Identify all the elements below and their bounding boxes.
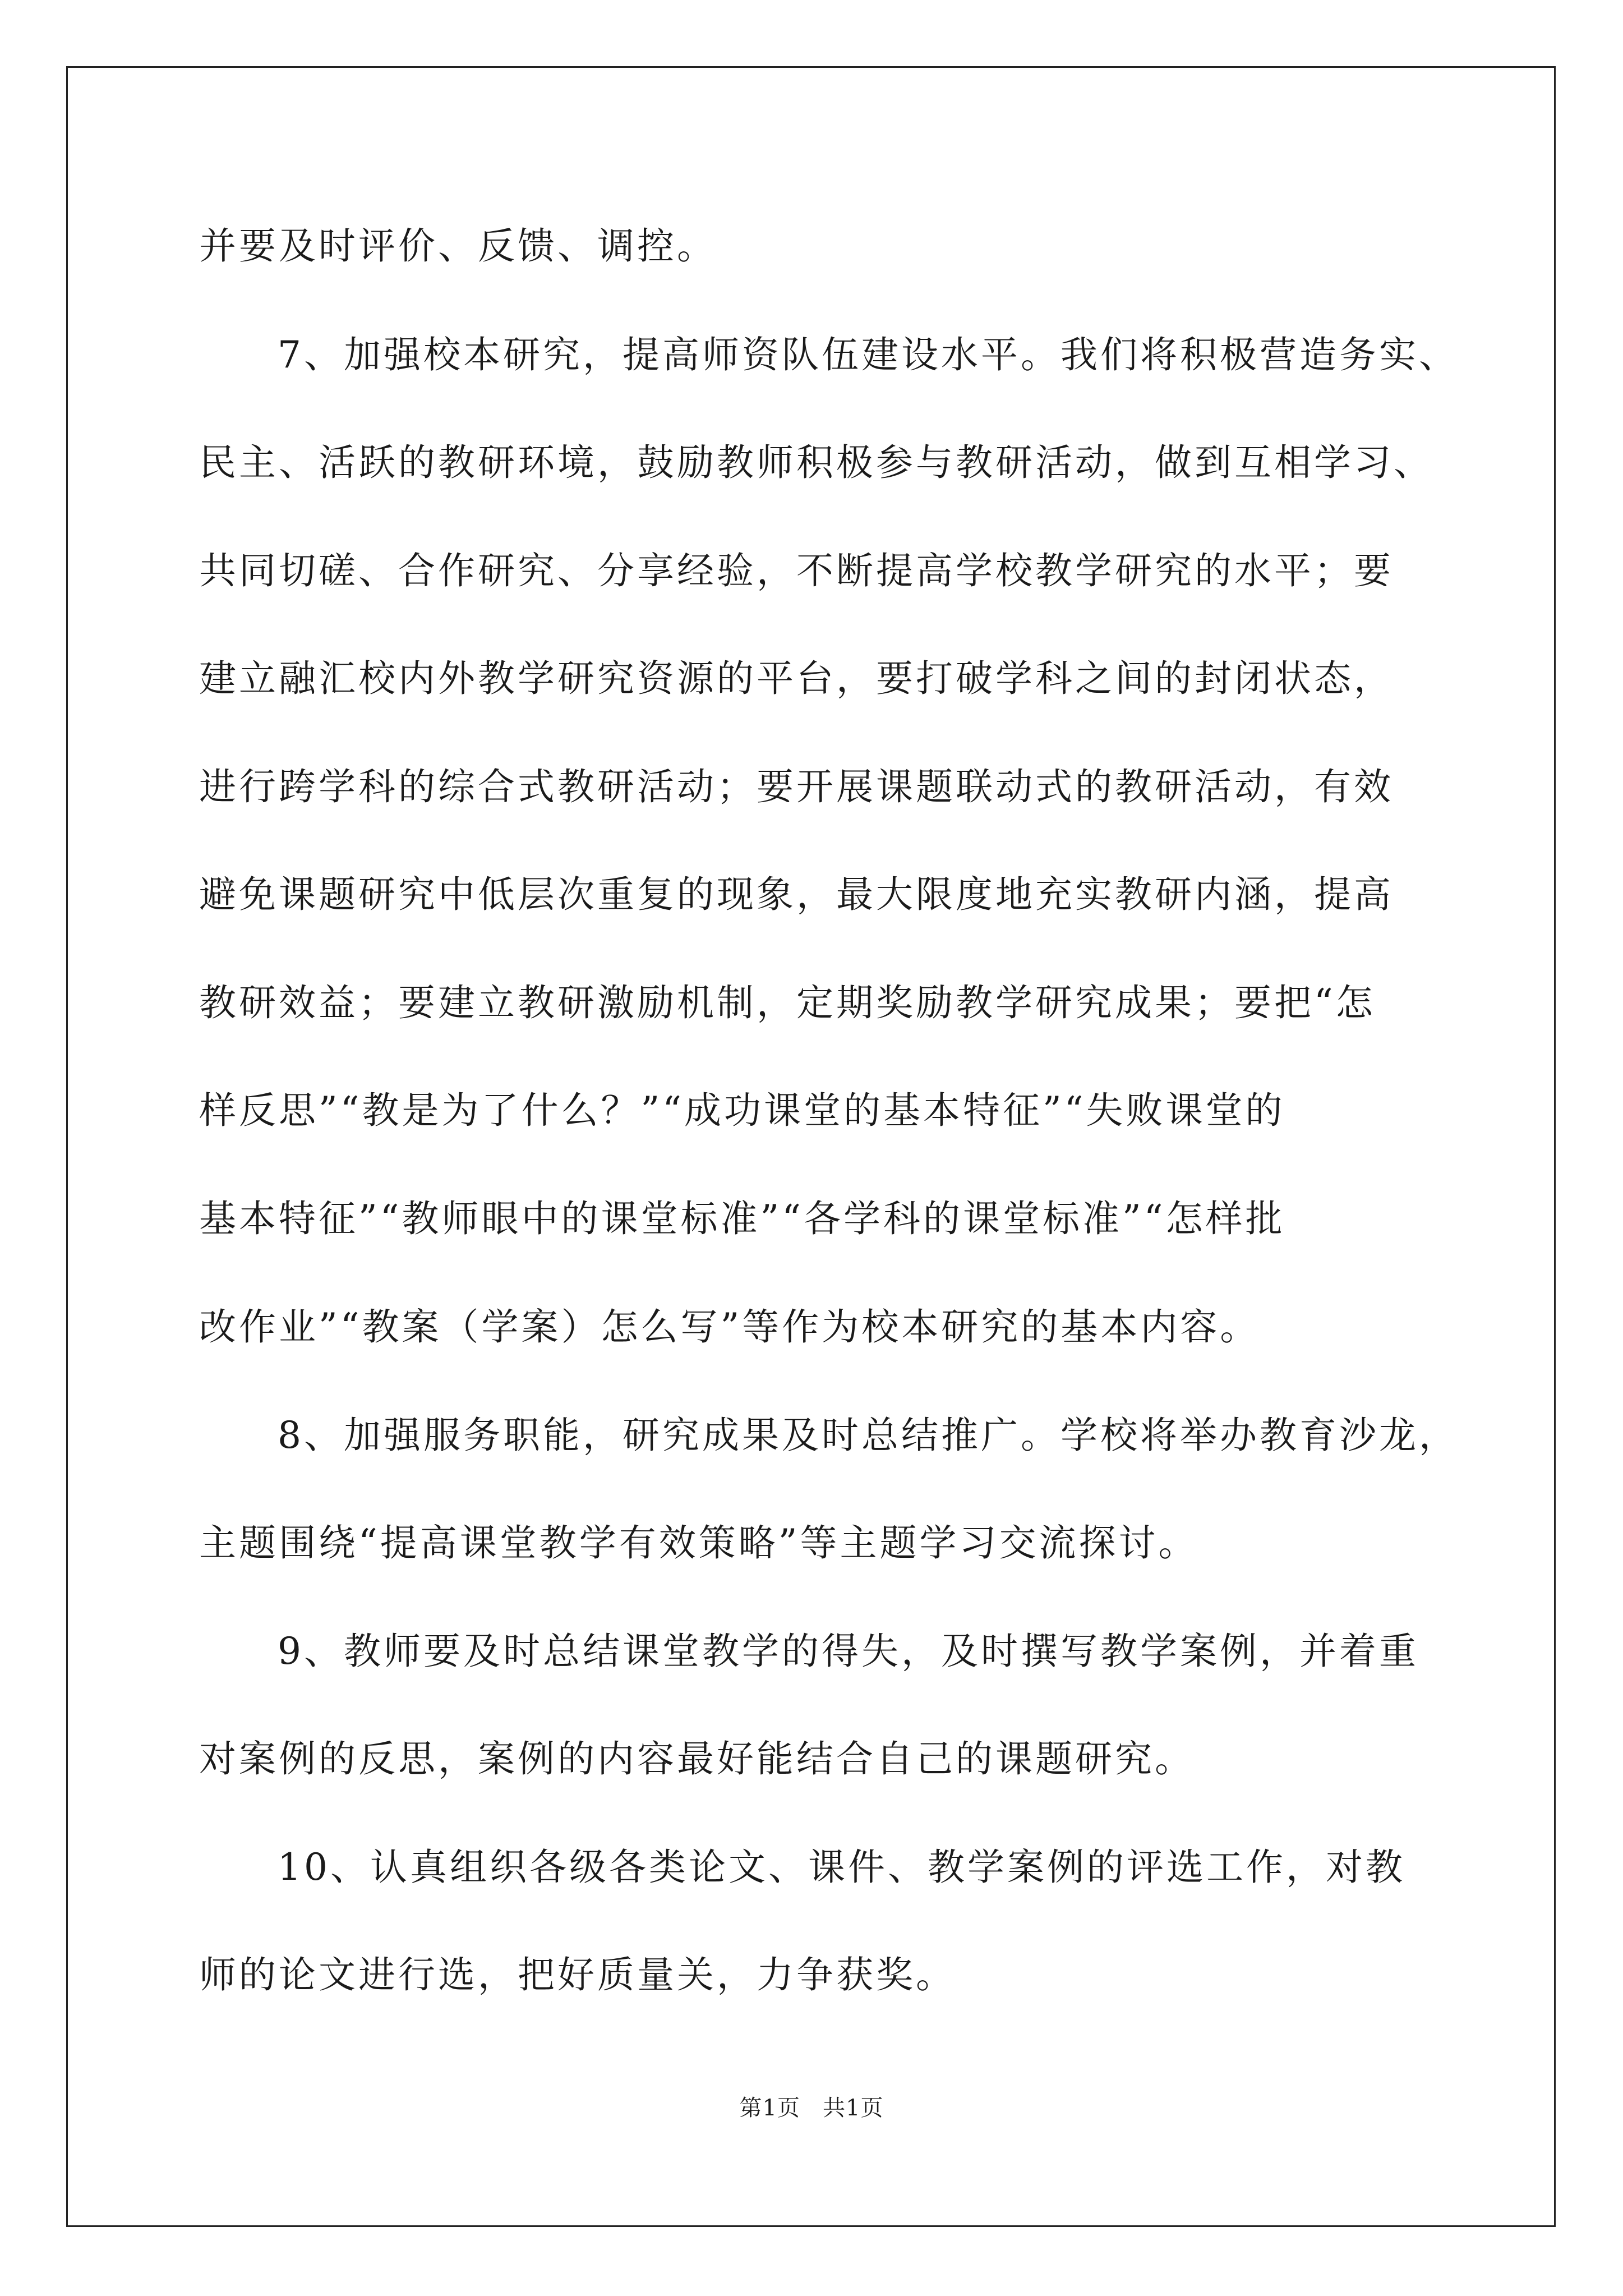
text-line: 样反思”“教是为了什么？”“成功课堂的基本特征”“失败课堂的 xyxy=(199,1089,1285,1132)
text-line: 共同切磋、合作研究、分享经验，不断提高学校教学研究的水平；要 xyxy=(199,549,1394,592)
page-border xyxy=(66,66,1556,2227)
text-line: 主题围绕“提高课堂教学有效策略”等主题学习交流探讨。 xyxy=(199,1521,1198,1565)
text-line: 8、加强服务职能，研究成果及时总结推广。学校将举办教育沙龙， xyxy=(278,1414,1459,1457)
text-line: 建立融汇校内外教学研究资源的平台，要打破学科之间的封闭状态， xyxy=(199,657,1394,700)
text-line: 改作业”“教案（学案）怎么写”等作为校本研究的基本内容。 xyxy=(199,1305,1260,1349)
page-number: 第1页 xyxy=(739,2095,800,2121)
text-line: 避免课题研究中低层次重复的现象，最大限度地充实教研内涵，提高 xyxy=(199,873,1394,916)
text-line: 对案例的反思，案例的内容最好能结合自己的课题研究。 xyxy=(199,1737,1195,1780)
text-line: 基本特征”“教师眼中的课堂标准”“各学科的课堂标准”“怎样批 xyxy=(199,1197,1285,1240)
text-line: 民主、活跃的教研环境，鼓励教师积极参与教研活动，做到互相学习、 xyxy=(199,441,1433,484)
page-footer xyxy=(0,2090,1623,2122)
text-line: 9、教师要及时总结课堂教学的得失，及时撰写教学案例，并着重 xyxy=(278,1630,1419,1673)
text-line: 10、认真组织各级各类论文、课件、教学案例的评选工作，对教 xyxy=(278,1846,1405,1889)
page-total: 共1页 xyxy=(823,2095,884,2121)
text-line: 并要及时评价、反馈、调控。 xyxy=(199,224,717,268)
text-line: 教研效益；要建立教研激励机制，定期奖励教学研究成果；要把“怎 xyxy=(199,981,1376,1024)
text-line: 师的论文进行选，把好质量关，力争获奖。 xyxy=(199,1953,956,1996)
text-line: 进行跨学科的综合式教研活动；要开展课题联动式的教研活动，有效 xyxy=(199,765,1394,808)
text-line: 7、加强校本研究，提高师资队伍建设水平。我们将积极营造务实、 xyxy=(278,333,1459,376)
